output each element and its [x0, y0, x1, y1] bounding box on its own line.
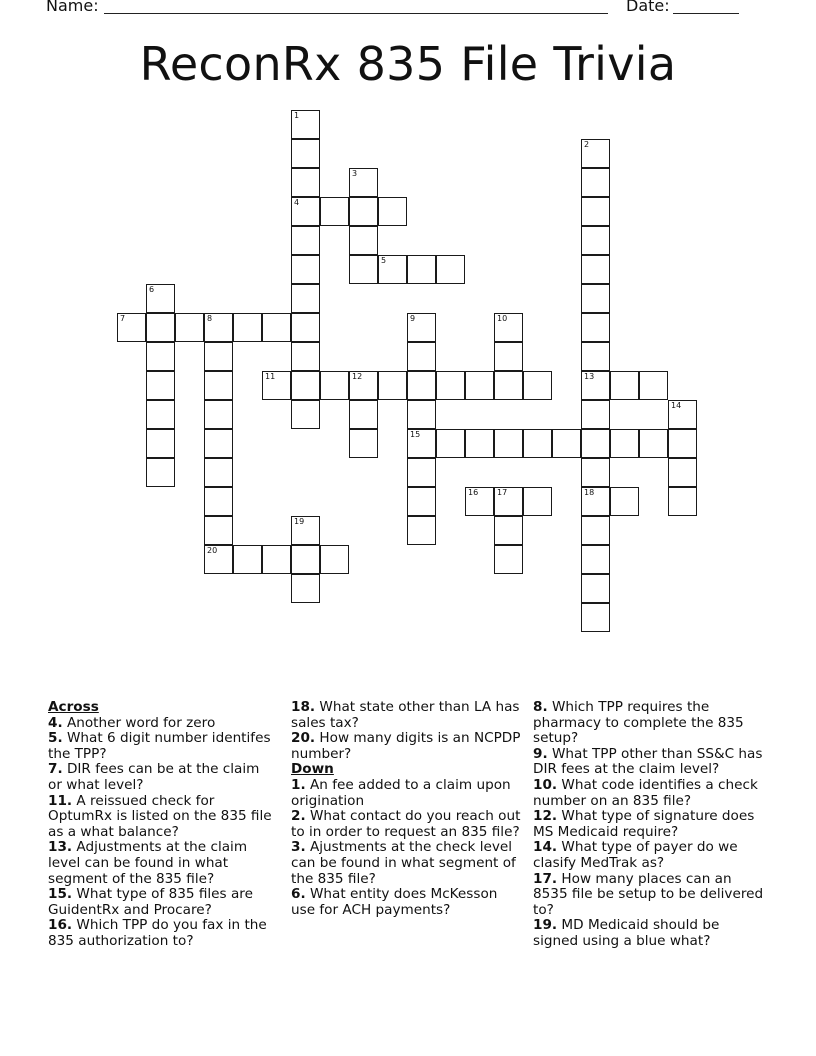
clue-text: What state other than LA has sales tax?: [291, 699, 520, 731]
cell-number: 13: [584, 372, 595, 381]
grid-cell[interactable]: [291, 197, 320, 226]
grid-cell[interactable]: [465, 429, 494, 458]
grid-cell[interactable]: [668, 400, 697, 429]
clue-item: [48, 762, 276, 793]
cell-number: 14: [671, 401, 682, 410]
grid-cell[interactable]: [291, 574, 320, 603]
grid-cell[interactable]: [436, 429, 465, 458]
grid-cell[interactable]: [581, 458, 610, 487]
grid-cell[interactable]: [349, 168, 378, 197]
grid-cell[interactable]: [291, 342, 320, 371]
grid-cell[interactable]: [494, 545, 523, 574]
grid-cell[interactable]: [581, 574, 610, 603]
grid-cell[interactable]: [581, 603, 610, 632]
grid-cell[interactable]: [262, 313, 291, 342]
clue-text: Ajustments at the check level can be found in what segment of the 835 file?: [291, 839, 516, 887]
grid-cell[interactable]: [494, 516, 523, 545]
clue-number: 11.: [48, 792, 73, 809]
grid-cell[interactable]: [320, 545, 349, 574]
grid-cell[interactable]: [581, 400, 610, 429]
clue-text: What type of 835 files are GuidentRx and Procare?: [48, 886, 253, 918]
grid-cell[interactable]: [378, 371, 407, 400]
name-label: Name:: [46, 0, 99, 15]
clue-number: 3.: [291, 839, 306, 856]
cell-number: 3: [352, 169, 358, 178]
clues-column-1: [48, 700, 276, 950]
cell-number: 17: [497, 488, 508, 497]
clue-text: How many places can an 8535 file be setup to be delivered to?: [533, 870, 764, 918]
grid-cell[interactable]: [407, 516, 436, 545]
grid-cell[interactable]: [639, 371, 668, 400]
clue-text: What entity does McKesson use for ACH payments?: [291, 886, 498, 918]
grid-cell[interactable]: [262, 371, 291, 400]
clue-number: 16.: [48, 917, 73, 934]
clue-number: 6.: [291, 886, 306, 903]
clue-item: [48, 731, 276, 762]
clue-text: What contact do you reach out to in order to request an 835 file?: [291, 808, 521, 840]
grid-cell[interactable]: [204, 458, 233, 487]
grid-cell[interactable]: [378, 255, 407, 284]
clue-number: 5.: [48, 730, 63, 747]
clue-item: [291, 700, 521, 731]
clue-number: 20.: [291, 730, 316, 747]
clue-text: What 6 digit number identifes the TPP?: [48, 730, 271, 762]
grid-cell[interactable]: [494, 487, 523, 516]
grid-cell[interactable]: [146, 458, 175, 487]
cell-number: 6: [149, 285, 155, 294]
clue-item: [48, 840, 276, 887]
clue-item: [533, 700, 768, 747]
grid-cell[interactable]: [204, 429, 233, 458]
cell-number: 10: [497, 314, 508, 323]
grid-cell[interactable]: [610, 487, 639, 516]
clue-number: 2.: [291, 808, 306, 825]
grid-cell[interactable]: [668, 429, 697, 458]
grid-cell[interactable]: [349, 197, 378, 226]
clue-number: 8.: [533, 699, 548, 715]
grid-cell[interactable]: [146, 342, 175, 371]
grid-cell[interactable]: [146, 313, 175, 342]
page-title: ReconRx 835 File Trivia: [139, 37, 677, 91]
grid-cell[interactable]: [436, 255, 465, 284]
grid-cell[interactable]: [291, 400, 320, 429]
grid-cell[interactable]: [465, 487, 494, 516]
grid-cell[interactable]: [523, 429, 552, 458]
clue-item: [48, 887, 276, 918]
grid-cell[interactable]: [204, 342, 233, 371]
cell-number: 1: [294, 111, 300, 120]
grid-cell[interactable]: [581, 255, 610, 284]
grid-cell[interactable]: [146, 400, 175, 429]
grid-cell[interactable]: [581, 197, 610, 226]
grid-cell[interactable]: [610, 371, 639, 400]
grid-cell[interactable]: [146, 371, 175, 400]
grid-cell[interactable]: [291, 226, 320, 255]
grid-cell[interactable]: [291, 139, 320, 168]
clue-text: MD Medicaid should be signed using a blue what?: [533, 917, 720, 949]
clue-item: [533, 840, 768, 871]
grid-cell[interactable]: [291, 168, 320, 197]
clue-item: [533, 747, 768, 778]
grid-cell[interactable]: [639, 429, 668, 458]
clue-number: 9.: [533, 745, 548, 762]
grid-cell[interactable]: [494, 313, 523, 342]
clue-text: How many digits is an NCPDP number?: [291, 730, 521, 762]
cell-number: 7: [120, 314, 126, 323]
clue-text: What code identifies a check number on an 835 file?: [533, 776, 758, 809]
cell-number: 11: [265, 372, 276, 381]
grid-cell[interactable]: [291, 545, 320, 574]
clue-number: 1.: [291, 776, 306, 793]
cell-number: 20: [207, 546, 218, 555]
cell-number: 5: [381, 256, 387, 265]
grid-cell[interactable]: [610, 429, 639, 458]
clue-number: 18.: [291, 699, 316, 715]
clue-number: 7.: [48, 761, 63, 778]
clue-item: [533, 872, 768, 919]
grid-cell[interactable]: [494, 429, 523, 458]
grid-cell[interactable]: [146, 429, 175, 458]
grid-cell[interactable]: [291, 255, 320, 284]
grid-cell[interactable]: [204, 313, 233, 342]
date-label: Date:: [626, 0, 670, 15]
clue-number: 14.: [533, 839, 558, 856]
grid-cell[interactable]: [407, 371, 436, 400]
grid-cell[interactable]: [291, 110, 320, 139]
cell-number: 15: [410, 430, 421, 439]
grid-cell[interactable]: [494, 342, 523, 371]
grid-cell[interactable]: [117, 313, 146, 342]
clue-text: Adjustments at the claim level can be found in what segment of the 835 file?: [48, 839, 248, 887]
clue-item: [291, 840, 521, 887]
grid-cell[interactable]: [581, 487, 610, 516]
grid-cell[interactable]: [465, 371, 494, 400]
grid-cell[interactable]: [581, 226, 610, 255]
clue-item: [291, 887, 521, 918]
clue-text: Which TPP do you fax in the 835 authorization to?: [48, 917, 267, 949]
clue-item: [48, 794, 276, 841]
clue-item: [291, 778, 521, 809]
clue-text: An fee added to a claim upon origination: [291, 776, 511, 809]
cell-number: 18: [584, 488, 595, 497]
clue-item: [533, 778, 768, 809]
clue-number: 13.: [48, 839, 73, 856]
grid-cell[interactable]: [204, 487, 233, 516]
down-heading: Down: [291, 761, 334, 778]
grid-cell[interactable]: [581, 516, 610, 545]
grid-cell[interactable]: [523, 371, 552, 400]
grid-cell[interactable]: [233, 313, 262, 342]
clues-column-2: [291, 700, 521, 918]
clue-item: [291, 731, 521, 762]
grid-cell[interactable]: [146, 284, 175, 313]
grid-cell[interactable]: [349, 429, 378, 458]
cell-number: 8: [207, 314, 213, 323]
clue-text: What type of signature does MS Medicaid require?: [533, 808, 755, 840]
grid-cell[interactable]: [175, 313, 204, 342]
clue-text: DIR fees can be at the claim or what level?: [48, 761, 260, 793]
cell-number: 12: [352, 372, 363, 381]
grid-cell[interactable]: [668, 458, 697, 487]
cell-number: 9: [410, 314, 416, 323]
clue-number: 10.: [533, 776, 558, 793]
clue-text: What type of payer do we clasify MedTrak as?: [533, 839, 738, 871]
grid-cell[interactable]: [291, 313, 320, 342]
grid-cell[interactable]: [668, 487, 697, 516]
grid-cell[interactable]: [291, 284, 320, 313]
grid-cell[interactable]: [204, 371, 233, 400]
cell-number: 16: [468, 488, 479, 497]
grid-cell[interactable]: [523, 487, 552, 516]
grid-cell[interactable]: [581, 284, 610, 313]
clues-column-3: [533, 700, 768, 950]
grid-cell[interactable]: [291, 516, 320, 545]
grid-cell[interactable]: [581, 139, 610, 168]
clue-number: 17.: [533, 870, 558, 887]
clue-number: 4.: [48, 714, 63, 731]
grid-cell[interactable]: [349, 226, 378, 255]
grid-cell[interactable]: [233, 545, 262, 574]
grid-cell[interactable]: [407, 487, 436, 516]
grid-cell[interactable]: [407, 342, 436, 371]
clue-number: 19.: [533, 917, 558, 934]
clue-number: 15.: [48, 886, 73, 903]
clue-text: What TPP other than SS&C has DIR fees at the claim level?: [533, 745, 763, 778]
clue-item: [48, 918, 276, 949]
grid-cell[interactable]: [581, 342, 610, 371]
clue-item: [48, 716, 276, 732]
clue-item: [533, 918, 768, 949]
grid-cell[interactable]: [262, 545, 291, 574]
grid-cell[interactable]: [407, 458, 436, 487]
grid-cell[interactable]: [494, 371, 523, 400]
grid-cell[interactable]: [581, 168, 610, 197]
grid-cell[interactable]: [204, 516, 233, 545]
grid-cell[interactable]: [204, 400, 233, 429]
grid-cell[interactable]: [349, 371, 378, 400]
grid-cell[interactable]: [436, 371, 465, 400]
cell-number: 2: [584, 140, 590, 149]
clue-text: Which TPP requires the pharmacy to complete the 835 setup?: [533, 699, 744, 747]
across-heading: Across: [48, 699, 99, 715]
grid-cell[interactable]: [581, 545, 610, 574]
grid-cell[interactable]: [291, 371, 320, 400]
grid-cell[interactable]: [581, 429, 610, 458]
grid-cell[interactable]: [407, 313, 436, 342]
clue-number: 12.: [533, 808, 558, 825]
grid-cell[interactable]: [407, 429, 436, 458]
grid-cell[interactable]: [320, 371, 349, 400]
grid-cell[interactable]: [349, 400, 378, 429]
clue-item: [291, 809, 521, 840]
grid-cell[interactable]: [407, 400, 436, 429]
grid-cell[interactable]: [552, 429, 581, 458]
grid-cell[interactable]: [581, 371, 610, 400]
grid-cell[interactable]: [349, 255, 378, 284]
grid-cell[interactable]: [378, 197, 407, 226]
grid-cell[interactable]: [320, 197, 349, 226]
grid-cell[interactable]: [407, 255, 436, 284]
cell-number: 19: [294, 517, 305, 526]
grid-cell[interactable]: [581, 313, 610, 342]
clue-text: Another word for zero: [66, 714, 216, 731]
clue-item: [533, 809, 768, 840]
cell-number: 4: [294, 198, 300, 207]
grid-cell[interactable]: [204, 545, 233, 574]
clue-text: A reissued check for OptumRx is listed on the 835 file as a what balance?: [48, 792, 272, 840]
